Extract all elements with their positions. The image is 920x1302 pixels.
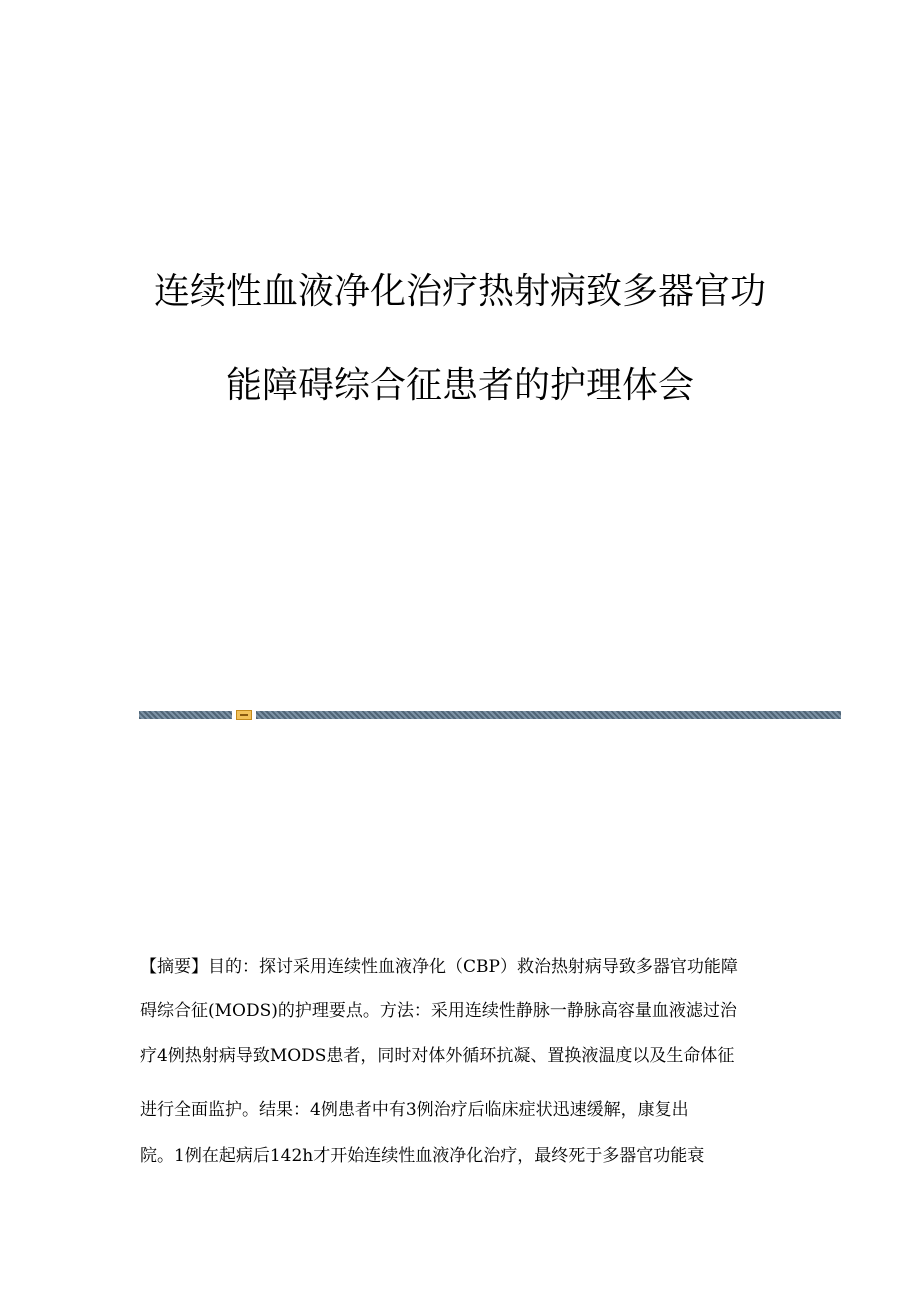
abstract-line-5: 院。1例在起病后142h才开始连续性血液净化治疗，最终死于多器官功能衰 xyxy=(140,1146,705,1166)
abstract-line-3: 疗4例热射病导致MODS患者，同时对体外循环抗凝、置换液温度以及生命体征 xyxy=(140,1046,735,1066)
divider-left xyxy=(139,711,232,719)
divider-ornament-icon xyxy=(236,710,252,720)
document-title-line-2: 能障碍综合征患者的护理体会 xyxy=(225,365,694,406)
document-title-line-1: 连续性血液净化治疗热射病致多器官功 xyxy=(153,271,766,312)
abstract-line-2: 碍综合征(MODS)的护理要点。方法：采用连续性静脉一静脉高容量血液滤过治 xyxy=(140,1001,737,1021)
divider-right xyxy=(256,711,841,719)
abstract-line-1: 【摘要】目的：探讨采用连续性血液净化（CBP）救治热射病导致多器官功能障 xyxy=(140,957,738,977)
abstract-line-4: 进行全面监护。结果：4例患者中有3例治疗后临床症状迅速缓解，康复出 xyxy=(140,1100,689,1120)
